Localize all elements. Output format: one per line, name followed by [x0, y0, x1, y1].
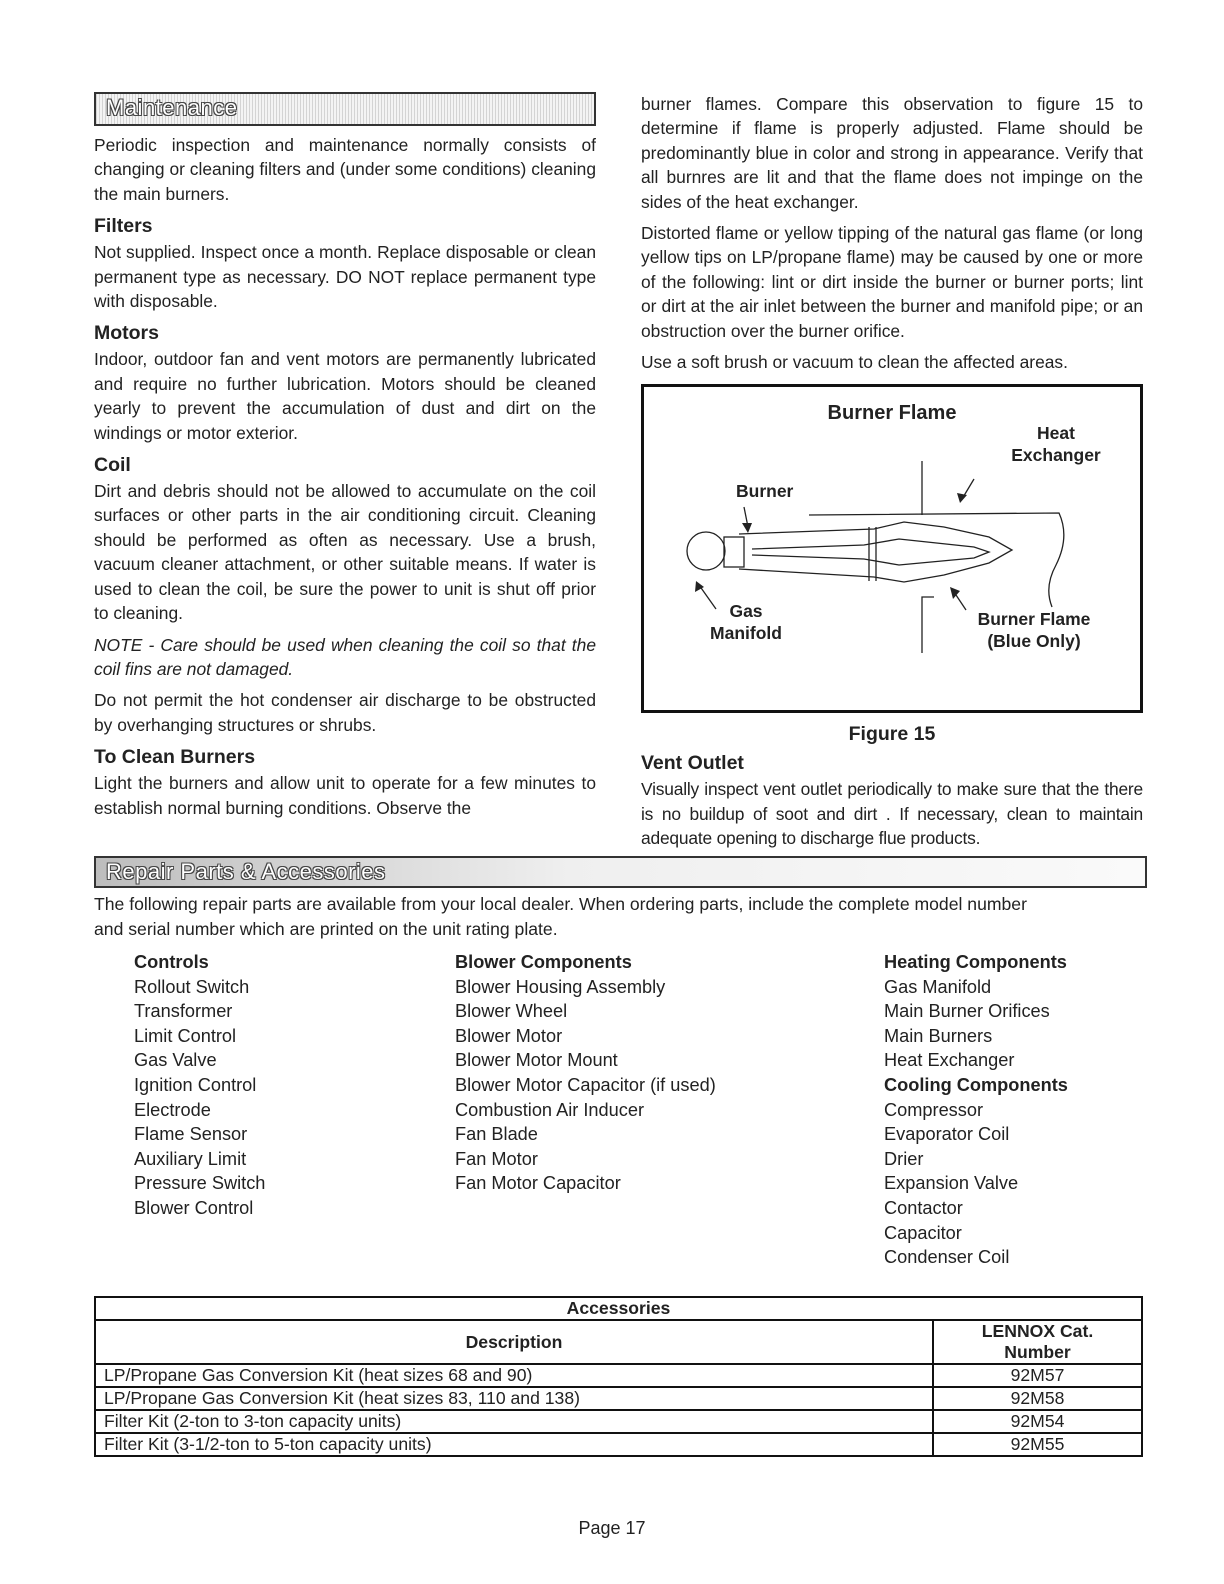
- list-item: Main Burners: [884, 1025, 993, 1046]
- list-item: Compressor: [884, 1099, 984, 1120]
- description-header: Description: [95, 1320, 933, 1364]
- list-item: Fan Blade: [455, 1124, 538, 1145]
- gas-manifold-label-2: Manifold: [710, 623, 782, 644]
- list-item: Blower Housing Assembly: [455, 976, 666, 997]
- list-item: Blower Motor Mount: [455, 1050, 618, 1071]
- list-item: Condenser Coil: [884, 1247, 1010, 1268]
- accessories-table-wrap: [94, 1296, 1143, 1457]
- row-description: LP/Propane Gas Conversion Kit (heat sizes 68 and 90): [95, 1364, 933, 1387]
- coil-heading: Coil: [94, 454, 131, 477]
- controls-list: [134, 950, 265, 1221]
- blower-list: [455, 950, 716, 1196]
- clean-burners-heading: To Clean Burners: [94, 746, 256, 769]
- repair-intro: [94, 892, 1143, 942]
- list-item: Main Burner Orifices: [884, 1001, 1050, 1022]
- clean-burners-continued: burner flames. Compare this observation to figure 15 to determine if flame is properly adjusted. Flame should be predominantly blue in color and strong in appearance. Verify that all burnres are lit and that the flame does not impinge on the sides of the heat exchanger.: [641, 94, 1143, 212]
- list-item: Limit Control: [134, 1025, 237, 1046]
- list-item: Flame Sensor: [134, 1124, 248, 1145]
- list-item: Auxiliary Limit: [134, 1148, 247, 1169]
- motors-text: Indoor, outdoor fan and vent motors are permanently lubricated and require no further lubrication. Motors should be cleaned yearly to prevent the accumulation of dust and dirt on the windings or motor exterior.: [94, 349, 596, 443]
- list-item: Capacitor: [884, 1222, 962, 1243]
- table-row: [95, 1387, 1142, 1410]
- repair-parts-banner: [94, 856, 1147, 888]
- burner-flame-figure: [641, 384, 1143, 713]
- list-item: Evaporator Coil: [884, 1124, 1010, 1145]
- list-item: Blower Motor: [455, 1025, 563, 1046]
- accessories-table: [94, 1296, 1143, 1457]
- table-row: [95, 1364, 1142, 1387]
- list-item: Gas Valve: [134, 1050, 217, 1071]
- list-item: Pressure Switch: [134, 1173, 266, 1194]
- heat-exchanger-label-1: Heat: [1037, 423, 1075, 444]
- repair-intro-line-2: and serial number which are printed on the unit rating plate.: [94, 919, 558, 939]
- catalog-header-line-1: LENNOX Cat.: [981, 1321, 1094, 1341]
- left-column: [94, 92, 596, 820]
- list-item: Drier: [884, 1148, 924, 1169]
- burner-flange: [869, 527, 876, 581]
- table-row: [95, 1410, 1142, 1433]
- catalog-header-line-2: Number: [1004, 1342, 1071, 1362]
- coil-discharge-text: Do not permit the hot condenser air discharge to be obstructed by overhanging structures or shrubs.: [94, 690, 596, 735]
- list-item: Blower Control: [134, 1197, 254, 1218]
- row-description: Filter Kit (3-1/2-ton to 5-ton capacity units): [95, 1433, 933, 1456]
- list-item: Blower Wheel: [455, 1001, 568, 1022]
- gas-manifold-ball: [687, 532, 725, 570]
- row-number: 92M55: [933, 1433, 1142, 1456]
- controls-heading: Controls: [134, 952, 209, 972]
- row-number: 92M58: [933, 1387, 1142, 1410]
- maintenance-banner-title: Maintenance: [106, 95, 238, 120]
- list-item: Electrode: [134, 1099, 211, 1120]
- clean-burners-text: Light the burners and allow unit to operate for a few minutes to establish normal burning conditions. Observe the: [94, 773, 596, 818]
- burner-label: Burner: [736, 481, 794, 502]
- coil-text: Dirt and debris should not be allowed to accumulate on the coil surfaces or other parts in the air conditioning circuit. Cleaning should be performed as often as necessary. Use a brush, vacuum cleaner attachment, or other suitable means. If water is used to clean the coil, be sure the power to unit is shut off prior to cleaning.: [94, 481, 596, 624]
- heat-exchanger-wall: [809, 513, 1064, 607]
- vent-outlet-heading: Vent Outlet: [641, 752, 744, 775]
- vent-outlet-text: Visually inspect vent outlet periodically to make sure that the there is no buildup of soot and dirt . If necessary, clean to maintain adequate opening to discharge flue products.: [641, 779, 1143, 849]
- list-item: Blower Motor Capacitor (if used): [455, 1074, 716, 1095]
- orifice: [724, 537, 744, 567]
- filters-text: Not supplied. Inspect once a month. Replace disposable or clean permanent type as necessary. DO NOT replace permanent type with disposable.: [94, 242, 596, 312]
- list-item: Rollout Switch: [134, 976, 250, 997]
- list-item: Contactor: [884, 1197, 963, 1218]
- page-number: Page 17: [578, 1518, 646, 1538]
- repair-intro-line-1: The following repair parts are available from your local dealer. When ordering parts, include the complete model number: [94, 894, 1027, 914]
- cooling-heading: Cooling Components: [884, 1074, 1068, 1095]
- coil-note: NOTE - Care should be used when cleaning the coil so that the coil fins are not damaged.: [94, 634, 596, 679]
- list-item: Fan Motor Capacitor: [455, 1173, 621, 1194]
- figure-caption: Figure 15: [848, 723, 936, 746]
- heating-heading: Heating Components: [884, 952, 1067, 972]
- list-item: Expansion Valve: [884, 1173, 1019, 1194]
- heat-exchanger-label-2: Exchanger: [1011, 445, 1101, 466]
- list-item: Heat Exchanger: [884, 1050, 1015, 1071]
- burner-arrow-head: [742, 523, 752, 533]
- filters-heading: Filters: [94, 215, 153, 238]
- catalog-number-header: [933, 1320, 1142, 1364]
- right-column: [641, 92, 1143, 851]
- burner-flame-label-1: Burner Flame: [977, 609, 1091, 630]
- maintenance-banner: [94, 92, 596, 126]
- flame-inner: [752, 539, 989, 565]
- figure-title: Burner Flame: [827, 402, 957, 425]
- flame-arrow-head: [950, 587, 960, 599]
- repair-parts-banner-title: Repair Parts & Accessories: [106, 859, 386, 884]
- heat-arrow-head: [957, 493, 967, 503]
- list-item: Transformer: [134, 1001, 233, 1022]
- accessories-title: Accessories: [95, 1297, 1142, 1320]
- list-item: Ignition Control: [134, 1074, 257, 1095]
- row-number: 92M57: [933, 1364, 1142, 1387]
- table-row: [95, 1433, 1142, 1456]
- burner-flame-diagram: [644, 387, 1140, 704]
- gas-leader: [699, 585, 716, 609]
- row-number: 92M54: [933, 1410, 1142, 1433]
- heating-cooling-list: [884, 950, 1068, 1270]
- blower-heading: Blower Components: [455, 952, 632, 972]
- list-item: Gas Manifold: [884, 976, 992, 997]
- flame-leader: [922, 597, 934, 653]
- burner-flame-label-2: (Blue Only): [987, 631, 1081, 652]
- motors-heading: Motors: [94, 322, 159, 345]
- list-item: Combustion Air Inducer: [455, 1099, 645, 1120]
- list-item: Fan Motor: [455, 1148, 538, 1169]
- maintenance-intro: Periodic inspection and maintenance normally consists of changing or cleaning filters and (under some conditions) cleaning the main burners.: [94, 135, 596, 204]
- distorted-flame-text: Distorted flame or yellow tipping of the natural gas flame (or long yellow tips on LP/propane flame) may be caused by one or more of the following: lint or dirt inside the burner or burner ports; lint or dirt at the air inlet between the burner and manifold pipe; or an obstruction over the burner orifice.: [641, 223, 1143, 341]
- row-description: Filter Kit (2-ton to 3-ton capacity units): [95, 1410, 933, 1433]
- row-description: LP/Propane Gas Conversion Kit (heat sizes 83, 110 and 138): [95, 1387, 933, 1410]
- soft-brush-text: Use a soft brush or vacuum to clean the affected areas.: [641, 352, 1068, 373]
- gas-manifold-label-1: Gas: [729, 601, 763, 622]
